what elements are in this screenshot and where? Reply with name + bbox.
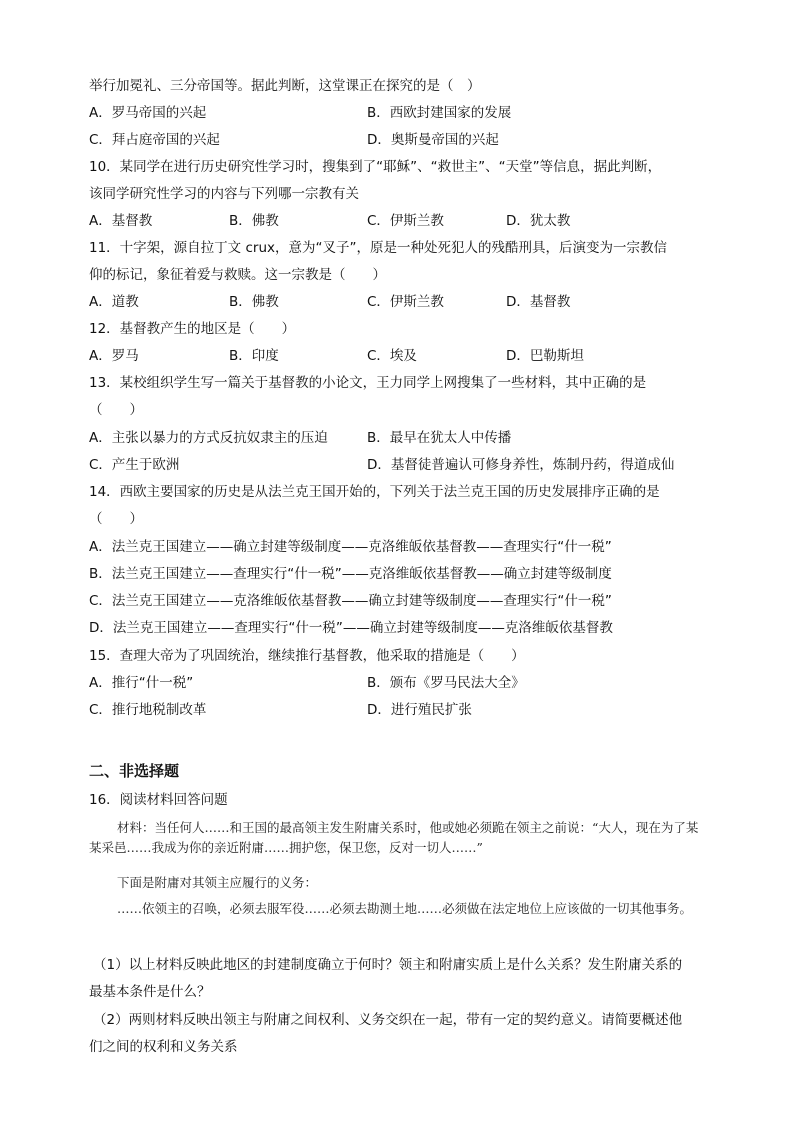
q9-option-b: B．西欧封建国家的发展 (367, 105, 512, 121)
q16-sub2-line1: （2）两则材料反映出领主与附庸之间权利、义务交织在一起，带有一定的契约意义。请简要概述他 (93, 1012, 683, 1028)
q9-option-c: C．拜占庭帝国的兴起 (89, 132, 220, 148)
q11-option-c: C．伊斯兰教 (367, 294, 444, 310)
q11-stem-line2: 仰的标记，象征着爱与救赎。这一宗教是（ ） (89, 267, 386, 283)
q11-option-b: B．佛教 (229, 294, 279, 310)
q14-option-c: C．法兰克王国建立——克洛维皈依基督教——确立封建等级制度——查理实行“什一税” (89, 593, 612, 609)
q16-material-3: ……依领主的召唤，必须去服军役……必须去勘测土地……必须做在法定地位上应该做的一切其他事务。 (117, 901, 693, 916)
q10-stem-line1: 10．某同学在进行历史研究性学习时，搜集到了“耶稣”、“救世主”、“天堂”等信息，据此判断， (89, 159, 662, 175)
q14-stem-line1: 14．西欧主要国家的历史是从法兰克王国开始的，下列关于法兰克王国的历史发展排序正确的是 (89, 484, 660, 500)
q16-stem: 16．阅读材料回答问题 (89, 792, 228, 808)
q10-stem-line2: 该同学研究性学习的内容与下列哪一宗教有关 (89, 186, 359, 202)
q12-stem: 12．基督教产生的地区是（ ） (89, 321, 296, 337)
q15-option-d: D．进行殖民扩张 (367, 702, 472, 718)
q9-option-a: A．罗马帝国的兴起 (89, 105, 207, 121)
q13-option-c: C．产生于欧洲 (89, 457, 180, 473)
q13-option-a: A．主张以暴力的方式反抗奴隶主的压迫 (89, 430, 328, 446)
q15-option-b: B．颁布《罗马民法大全》 (367, 675, 525, 691)
q12-option-d: D．巴勒斯坦 (506, 348, 584, 364)
q13-option-b: B．最早在犹太人中传播 (367, 430, 512, 446)
section-title: 二、非选择题 (89, 762, 180, 780)
q16-sub2-line2: 们之间的权利和义务关系 (89, 1039, 238, 1055)
q10-option-c: C．伊斯兰教 (367, 213, 444, 229)
q13-stem-line2: （ ） (89, 402, 143, 418)
q16-material-2: 下面是附庸对其领主应履行的义务： (117, 875, 318, 890)
q14-stem-line2: （ ） (89, 511, 143, 527)
q16-material-1: 材料：当任何人……和王国的最高领主发生附庸关系时，他或她必须跪在领主之前说：“大人，现在为了某某采邑……我成为你的亲近附庸……拥护您，保卫您，反对一切人……” (89, 820, 699, 855)
q9-text: 举行加冕礼、三分帝国等。据此判断，这堂课正在探究的是（ ） (89, 78, 481, 94)
q15-option-c: C．推行地税制改革 (89, 702, 207, 718)
q14-option-b: B．法兰克王国建立——查理实行“什一税”——克洛维皈依基督教——确立封建等级制度 (89, 566, 612, 582)
q11-stem-line1: 11．十字架，源自拉丁文 crux，意为“叉子”，原是一种处死犯人的残酷刑具，后演变为一宗教信 (89, 240, 667, 256)
q9-option-d: D．奥斯曼帝国的兴起 (367, 132, 499, 148)
q13-option-d: D．基督徒普遍认可修身养性，炼制丹药，得道成仙 (367, 457, 675, 473)
q13-stem-line1: 13．某校组织学生写一篇关于基督教的小论文，王力同学上网搜集了一些材料，其中正确的是 (89, 375, 647, 391)
q12-option-b: B．印度 (229, 348, 279, 364)
q11-option-d: D．基督教 (506, 294, 571, 310)
q15-option-a: A．推行“什一税” (89, 675, 194, 691)
q16-sub1-line1: （1）以上材料反映此地区的封建制度确立于何时？领主和附庸实质上是什么关系？发生附庸关系的 (93, 957, 683, 973)
q15-stem: 15．查理大帝为了巩固统治，继续推行基督教，他采取的措施是（ ） (89, 648, 525, 664)
q16-sub1-line2: 最基本条件是什么？ (89, 984, 211, 1000)
q12-option-a: A．罗马 (89, 348, 139, 364)
q11-option-a: A．道教 (89, 294, 139, 310)
q14-option-d: D．法兰克王国建立——查理实行“什一税”——确立封建等级制度——克洛维皈依基督教 (89, 620, 613, 636)
q12-option-c: C．埃及 (367, 348, 417, 364)
q10-option-d: D．犹太教 (506, 213, 571, 229)
q10-option-a: A．基督教 (89, 213, 153, 229)
q14-option-a: A．法兰克王国建立——确立封建等级制度——克洛维皈依基督教——查理实行“什一税” (89, 539, 612, 555)
q10-option-b: B．佛教 (229, 213, 279, 229)
